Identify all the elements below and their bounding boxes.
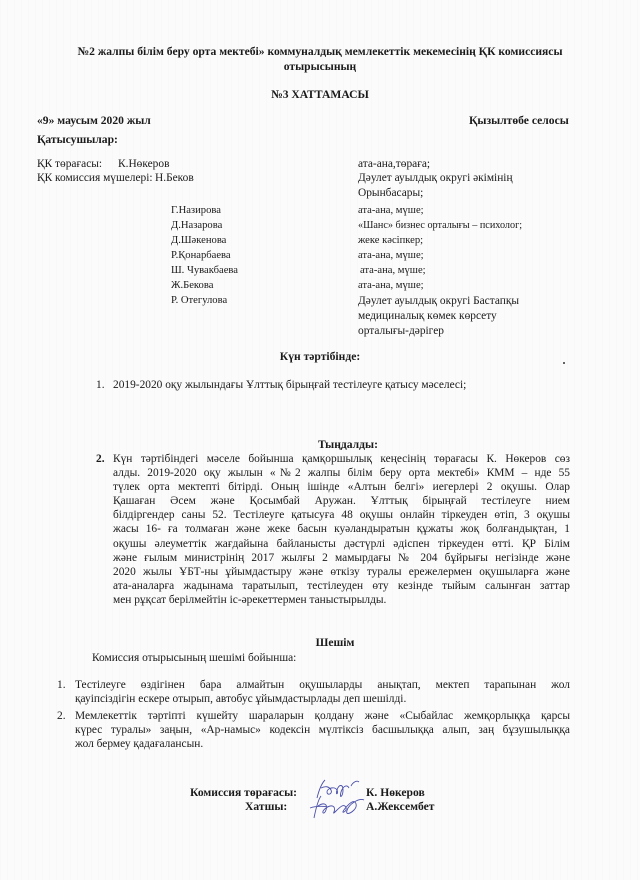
paragraph-line: Күн тәртібіндегі мәселе бойынша қамқоршылық кеңесінің төрағасы К. Нөкеров сөз — [113, 453, 570, 465]
member-name: Ж.Бекова — [171, 280, 214, 291]
member-role: орталығы-дәрігер — [358, 325, 444, 337]
paragraph-line: ата-аналарға жадынама таратылып, тестілеуден өту кезінде тыйым салынған заттар — [113, 579, 570, 592]
decision-heading: Шешім — [315, 636, 355, 649]
member-role: ата-ана, мүше; — [358, 250, 424, 261]
heard-heading: Тыңдалды: — [318, 438, 378, 451]
chair-signature-name: К. Нөкеров — [366, 786, 425, 799]
member-name: Д.Назарова — [171, 220, 223, 231]
paragraph-line: жол бермеу қадағалансын. — [75, 738, 204, 751]
chair-signature-label: Комиссия төрағасы: — [190, 786, 297, 799]
member-name: Н.Беков — [155, 172, 194, 184]
secretary-signature-label: Хатшы: — [245, 800, 288, 813]
document-title-line2: отырысының — [283, 60, 357, 73]
member-role: Орынбасары; — [358, 187, 424, 199]
decision-intro: Комиссия отырысының шешімі бойынша: — [92, 652, 297, 664]
paragraph-line: Қашаған Әсем және Қосымбай Аружан. Ұлттық бірыңғай тестілеуге нием — [113, 495, 570, 508]
chair-label: ҚК төрағасы: — [37, 158, 103, 170]
member-name: Р.Қонарбаева — [171, 250, 231, 261]
secretary-signature-name: А.Жексембет — [366, 800, 435, 813]
decision-item-number: 1. — [57, 679, 66, 691]
scan-speck — [563, 362, 565, 364]
participants-heading: Қатысушылар: — [37, 133, 118, 146]
member-role: жеке кәсіпкер; — [358, 235, 424, 246]
secretary-handwritten-signature — [308, 794, 368, 820]
paragraph-line: Мемлекеттік тәртіпті күшейту шараларын қолдану және «Сыбайлас жемқорлыққа қарсы — [75, 710, 570, 722]
meeting-place: Қызылтөбе селосы — [469, 114, 569, 127]
member-name: Р. Отегулова — [171, 295, 228, 306]
paragraph-line: 2020 жылы ҰБТ-ны ұйымдастыру және өткізу туралы ережелермен оқушыларға және — [113, 565, 570, 578]
heard-item-number: 2. — [96, 453, 105, 465]
decision-item-number: 2. — [57, 710, 66, 722]
heard-paragraph — [113, 452, 570, 607]
member-role: медициналық көмек көрсету — [358, 310, 497, 322]
agenda-item-number: 1. — [96, 379, 105, 391]
member-name: Д.Шәкенова — [171, 235, 227, 246]
meeting-date: «9» маусым 2020 жыл — [37, 114, 151, 127]
paragraph-line: күрес туралы» заңын, «Ар-намыс» кодексін мүлтіксіз басшылыққа алып, заң бұзушылыққа — [75, 724, 570, 737]
member-role: ата-ана, мүше; — [360, 265, 426, 276]
paragraph-line: Тестілеуге өздігінен бара алмайтын оқушыларды анықтап, мектеп тарапынан жол — [75, 679, 570, 691]
member-role: Дәулет ауылдық округі Бастапқы — [358, 295, 520, 307]
decision-item-text — [75, 709, 570, 751]
decision-item-text — [75, 678, 570, 706]
agenda-item-text: 2019-2020 оқу жылындағы Ұлттық бірыңғай тестілеуге қатысу мәселесі; — [113, 379, 467, 391]
member-role: ата-ана, мүше; — [358, 280, 424, 291]
chair-role: ата-ана,төраға; — [358, 158, 431, 170]
paragraph-line: және ғылым министрінің 2017 жылғы 2 мамырдағы № 204 бұйрығы негізінде және — [113, 551, 570, 564]
paragraph-line: жасы 16- ға толмаған және жеке басын куәландыратын құжаты жоқ болғандықтан, 1 — [113, 523, 570, 536]
paragraph-line: білдіргендер саны 52. Тестілеуге қатысуға 48 оқушы онлайн тіркеуден өтіп, 3 оқушы — [113, 509, 570, 522]
agenda-heading: Күн тәртібінде: — [279, 350, 361, 363]
member-name: Г.Назирова — [171, 205, 221, 216]
chair-name: К.Нөкеров — [118, 158, 170, 170]
paragraph-line: оқушы әлеуметтік жағдайына байланысты дәстүрлі әдіспен тіркеуден өтті. ҚР Білім — [113, 537, 570, 550]
member-role: «Шанс» бизнес орталығы – психолог; — [358, 220, 523, 231]
paragraph-line: мен рұқсат берілмейтін іс-әрекеттермен таныстырылды. — [113, 593, 387, 606]
member-role: ата-ана, мүше; — [358, 205, 424, 216]
member-name: Ш. Чувакбаева — [171, 265, 238, 276]
paragraph-line: қауіпсіздігін ескере отырып, автобус ұйымдастырлады деп шешілді. — [75, 693, 407, 706]
paragraph-line: алды. 2019-2020 оқу жылын «№2 жалпы білім беру орта мектебі» КММ – нде 55 — [113, 467, 570, 480]
members-label: ҚК комиссия мүшелері: — [37, 172, 153, 184]
member-role: Дәулет ауылдық округі әкімінің — [358, 172, 513, 184]
protocol-number: №3 ХАТТАМАСЫ — [271, 88, 369, 101]
paragraph-line: түлек орта мектепті бітірді. Оның ішінде «Алтын белгі» иегерлері 2 оқушы. Олар — [113, 481, 570, 494]
document-title-line1: №2 жалпы білім беру орта мектебі» коммуналдық мемлекеттік мекемесінің ҚК комиссиясы — [77, 45, 563, 58]
